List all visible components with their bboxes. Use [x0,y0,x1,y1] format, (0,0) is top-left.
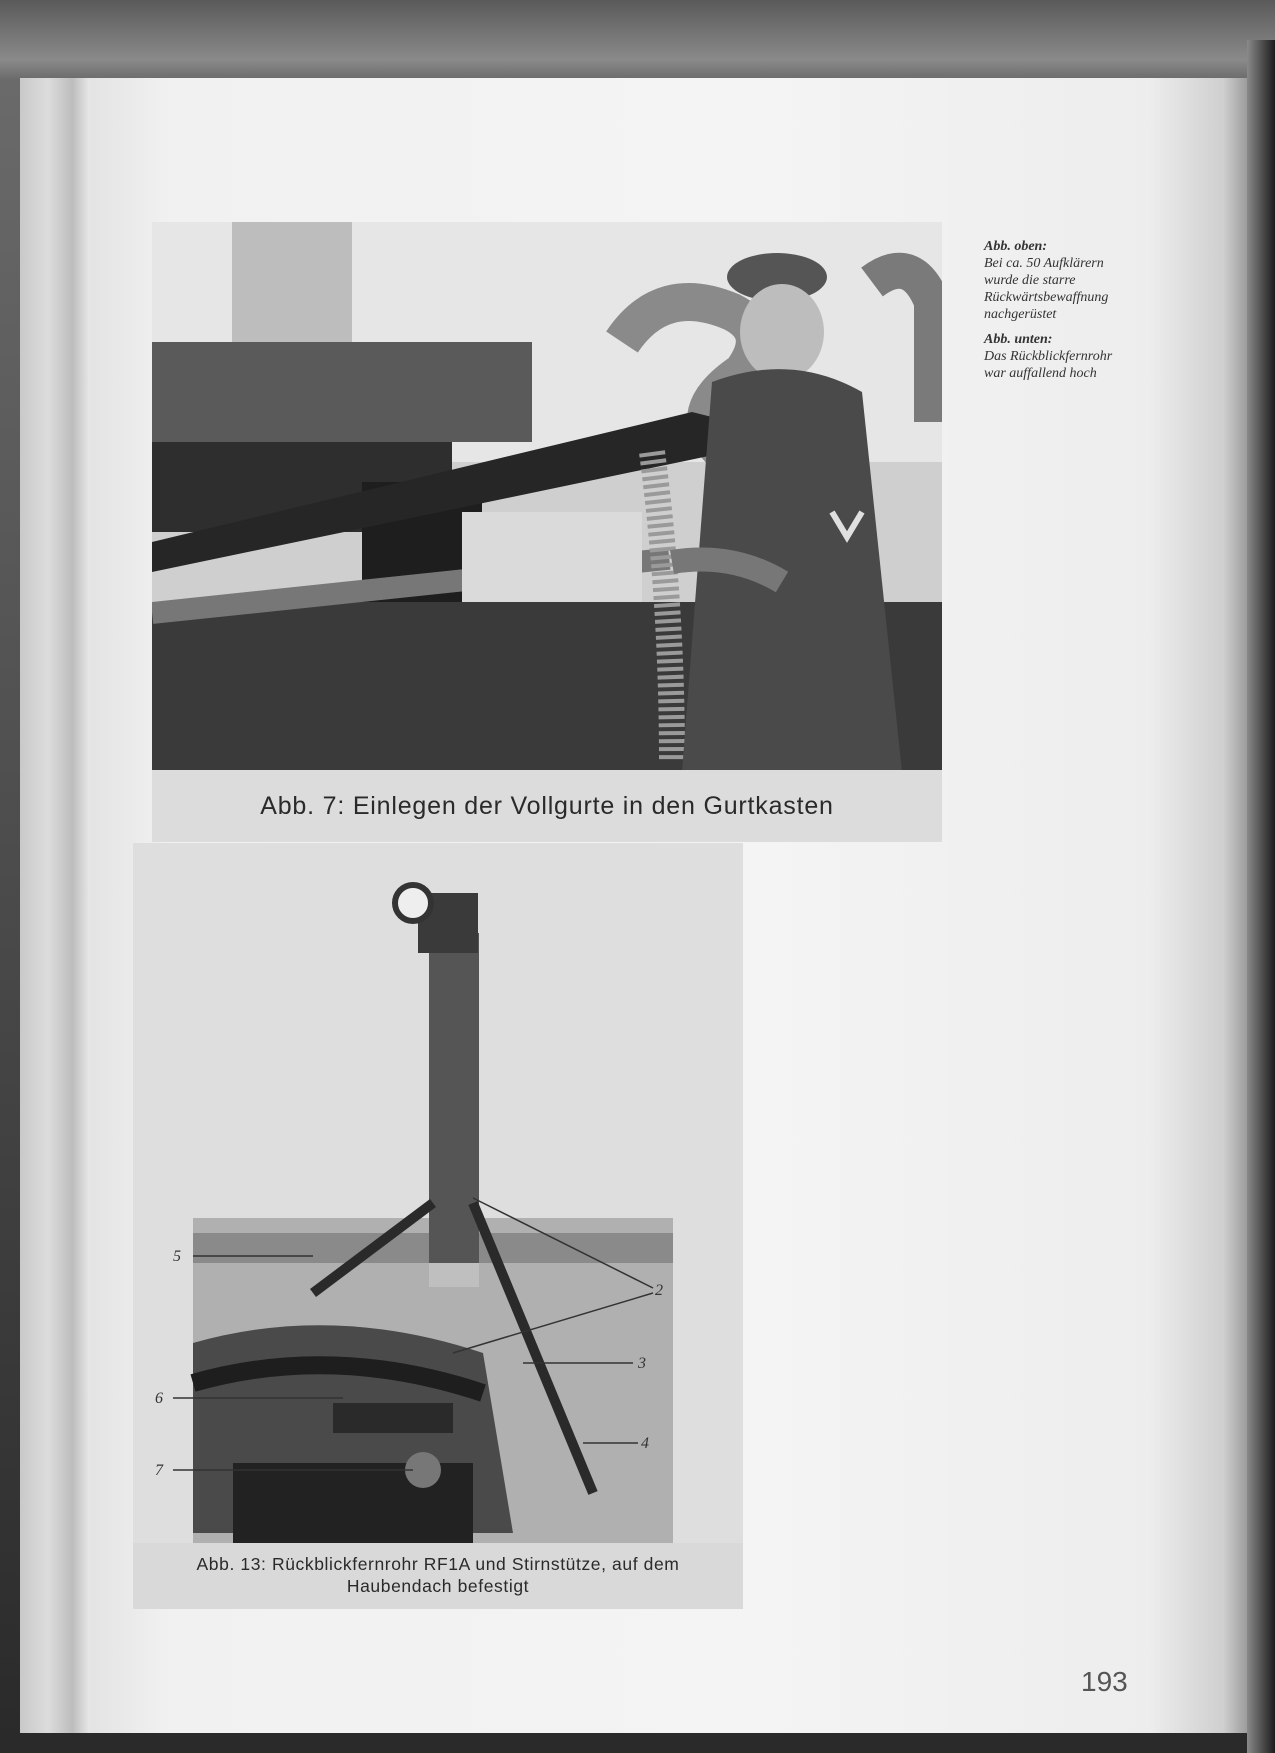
callout-3: 3 [638,1355,646,1372]
callout-6: 6 [155,1390,163,1407]
side-note-line: Bei ca. 50 Aufklärern [984,256,1104,271]
callout-2: 2 [655,1282,663,1299]
side-note-bottom [984,331,1184,382]
side-note-line: war auffallend hoch [984,366,1097,381]
callout-7: 7 [155,1462,163,1479]
side-note-top [984,238,1184,323]
side-note-line: Rückwärtsbewaffnung [984,290,1109,305]
book-gutter [20,78,90,1733]
photo-periscope-image [133,843,743,1543]
page-number: 193 [1081,1666,1128,1697]
side-note-heading: Abb. unten: [984,332,1053,347]
caption-line: Abb. 13: Rückblickfernrohr RF1A und Stirnstütze, auf dem [196,1554,680,1574]
side-note-line: Das Rückblickfernrohr [984,349,1113,364]
figure-bottom-caption [133,1553,743,1597]
photo-loading-ammunition-belts [152,222,942,842]
page-edge-shadow [1247,40,1275,1753]
caption-line: Haubendach befestigt [346,1576,530,1596]
side-notes [984,238,1184,390]
photo-soldier-gun-image [152,222,942,770]
callout-4: 4 [641,1435,649,1452]
callout-5: 5 [173,1248,181,1265]
side-note-line: nachgerüstet [984,307,1057,322]
side-note-heading: Abb. oben: [984,239,1047,254]
side-note-line: wurde die starre [984,273,1076,288]
photo-rear-view-periscope [133,843,743,1609]
figure-top-caption: Abb. 7: Einlegen der Vollgurte in den Gurtkasten [152,770,942,842]
